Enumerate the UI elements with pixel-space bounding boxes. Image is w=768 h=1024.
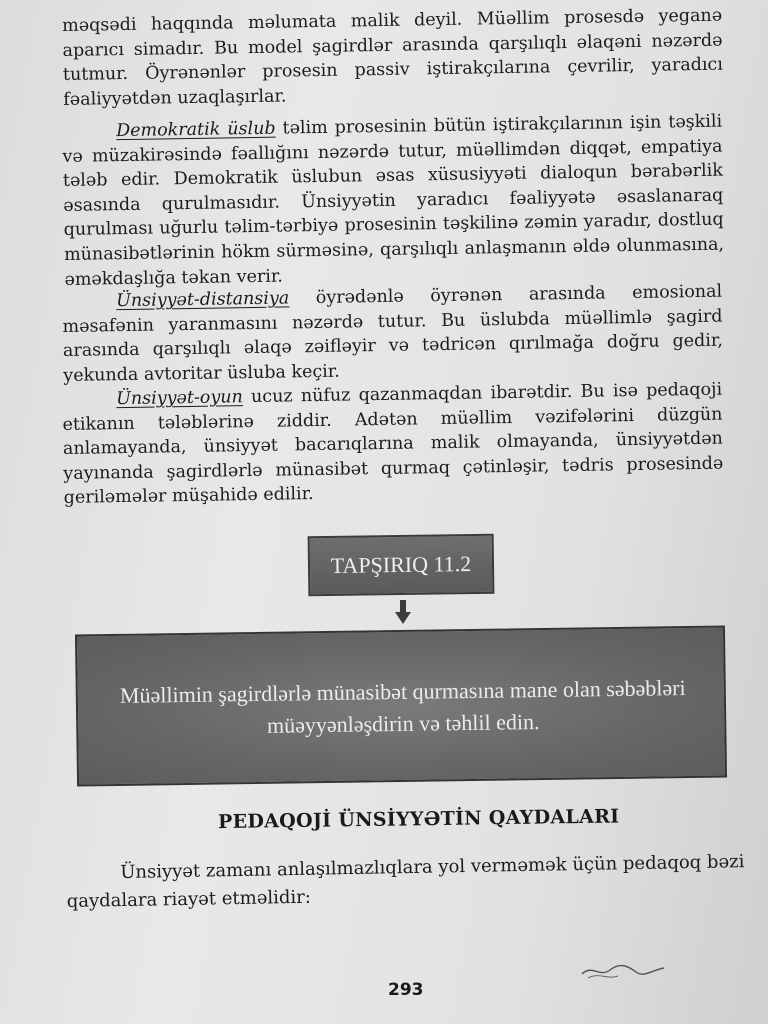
pen-scribble-icon [578, 958, 668, 982]
paragraph-2-text: təlim prosesinin bütün iştirakçılarının işin təşkili və müzakirəsində fəallığını nəzərdə tutur, müəllimdən diqqət, empatiya tələb edir. Demokratik üslubun əsas xüsusiyyəti dialoqun bərabərlik əsasında qurulmasıdır. Ünsiyyətin yaradıcı fəaliyyətə əsaslanaraq qurulması uğurlu təlim-tərbiyə prosesinin təşkilinə zəmin yaradır, dostluq münasibətlərinin hökm sürməsinə, qarşılıqlı anlaşmanın əldə olunmasına, əməkdaşlığa təkan verir. [62, 111, 725, 290]
page-number: 293 [388, 980, 424, 1000]
term-communication-game: Ünsiyyət-oyun [116, 387, 243, 410]
down-arrow-icon [394, 600, 412, 626]
task-title: TAPŞIRIQ 11.2 [308, 534, 495, 597]
paragraph-1-text: məqsədi haqqında məlumata malik deyil. Müəllim prosesdə yeganə aparıcı simadır. Bu model şagirdlər arasında qarşılıqlı əlaqəni nəzərdə tutmur. Öyrənənlər prosesin passiv iştirakçılarına çevrilir, yaradıcı fəaliyyətdən uzaqlaşırlar. [62, 5, 724, 110]
paragraph-communication-distance [62, 280, 723, 389]
task-box [75, 625, 727, 786]
paragraph-4-text: ucuz nüfuz qazanmaqdan ibarətdir. Bu isə pedaqoji etikanın tələblərinə ziddir. Adətən müəllim vəzifələrini düzgün anlamayanda, ünsiyyət bacarıqlarına malik olmayanda, ünsiyyətdən yayınanda şagirdlərlə münasibət qurmaq çətinləşir, tədris prosesində geriləmələr müşahidə edilir. [62, 379, 724, 509]
term-democratic-style: Demokratik üslub [116, 118, 276, 142]
paragraph-3-text: öyrədənlə öyrənən arasında emosional məsafənin yaranmasını nəzərdə tutur. Bu üslubda müəllimlə şagird arasında qarşılıqlı əlaqə zəifləyir və tədricən qırılmağa doğru gedir, yekunda avtoritar üsluba keçir. [62, 281, 724, 386]
paragraph-1 [62, 4, 723, 113]
term-communication-distance: Ünsiyyət-distansiya [116, 288, 290, 312]
intro-text: Ünsiyyət zamanı anlaşılmazlıqlara yol verməmək üçün pedaqoq bəzi qaydalara riayət etməlidir: [66, 851, 745, 912]
intro-paragraph [66, 848, 747, 916]
section-heading: PEDAQOJİ ÜNSİYYƏTİN QAYDALARI [217, 805, 620, 834]
paragraph-communication-game [62, 378, 724, 511]
task-text: Müəllimin şagirdlərlə münasibət qurmasına mane olan səbəbləri müəyyənləşdirin və təhlil edin. [119, 675, 686, 738]
paragraph-democratic-style [62, 110, 725, 293]
